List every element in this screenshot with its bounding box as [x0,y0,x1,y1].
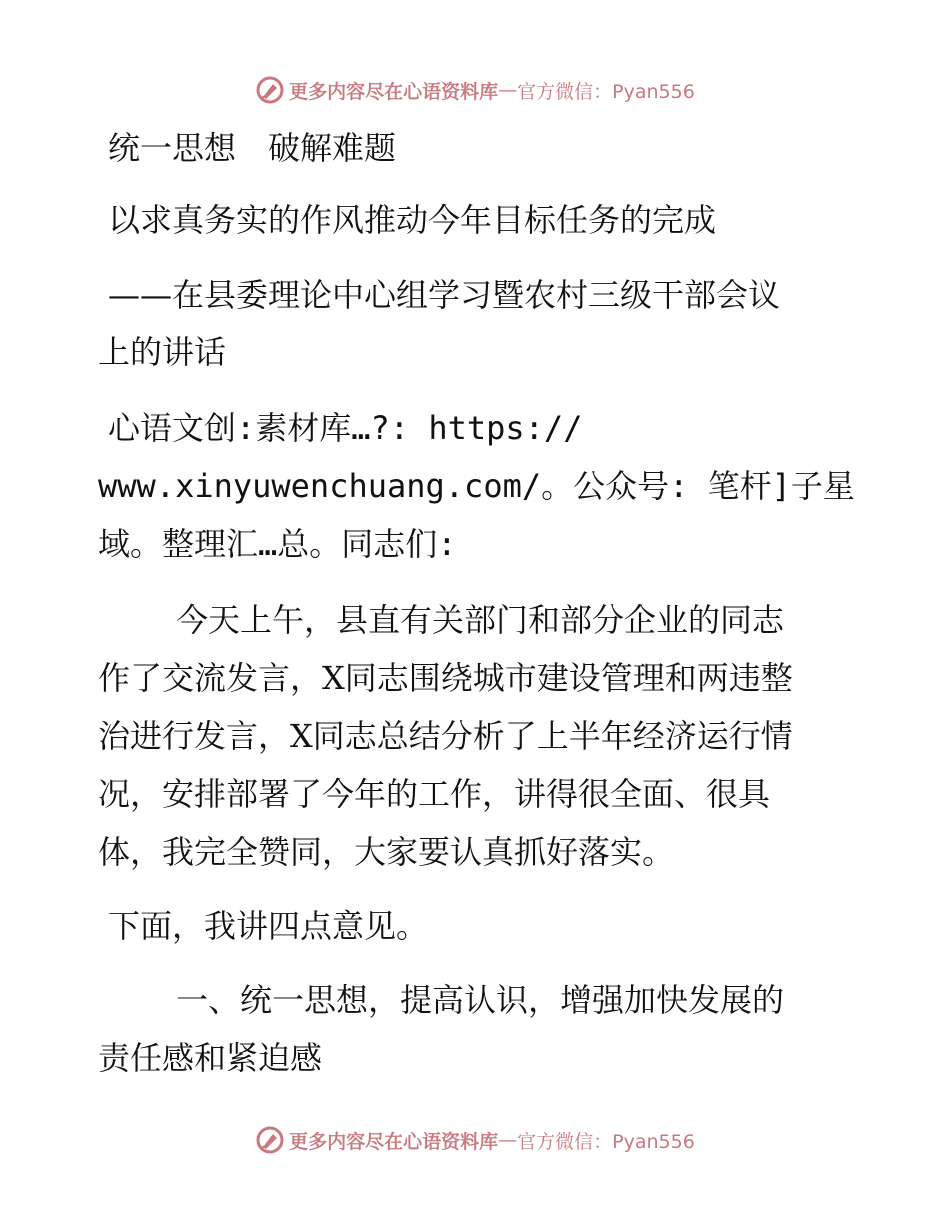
header-banner [0,70,950,110]
doc-title: 统一思想 破解难题 [108,129,397,167]
source-line3: 域。整理汇…总。同志们: [98,525,457,563]
source-line1: 心语文创:素材库…?: https:// [108,409,583,447]
para2: 下面，我讲四点意见。 [108,907,429,945]
speech-context-line2: 上的讲话 [98,333,227,371]
para1-line3: 治进行发言，X同志总结分析了上半年经济运行情 [98,717,793,755]
banner-wechat: 官方微信：Pyan556 [517,80,695,103]
section1-heading-line2: 责任感和紧迫感 [98,1039,323,1077]
speech-context-line1: ——在县委理论中心组学习暨农村三级干部会议 [108,276,781,314]
footer-banner [0,1120,950,1160]
para1-line4: 况，安排部署了今年的工作，讲得很全面、很具 [98,775,771,813]
para1-line5: 体，我完全赞同，大家要认真抓好落实。 [98,833,675,871]
section1-heading-line1: 一、统一思想，提高认识，增强加快发展的 [176,981,785,1019]
pen-logo-icon [255,75,285,105]
banner-separator: — [498,1129,518,1151]
doc-subtitle: 以求真务实的作风推动今年目标任务的完成 [108,201,717,239]
banner-text: 更多内容尽在心语资料库 [289,80,499,103]
pen-logo-icon [255,1125,285,1155]
banner-separator: — [498,79,518,101]
banner-wechat: 官方微信：Pyan556 [517,1130,695,1153]
para1-line2: 作了交流发言，X同志围绕城市建设管理和两违整 [98,659,793,697]
banner-text: 更多内容尽在心语资料库 [289,1130,499,1153]
para1-line1: 今天上午，县直有关部门和部分企业的同志 [176,601,785,639]
source-line2: www.xinyuwenchuang.com/。公众号: 笔杆]子星 [98,467,855,505]
